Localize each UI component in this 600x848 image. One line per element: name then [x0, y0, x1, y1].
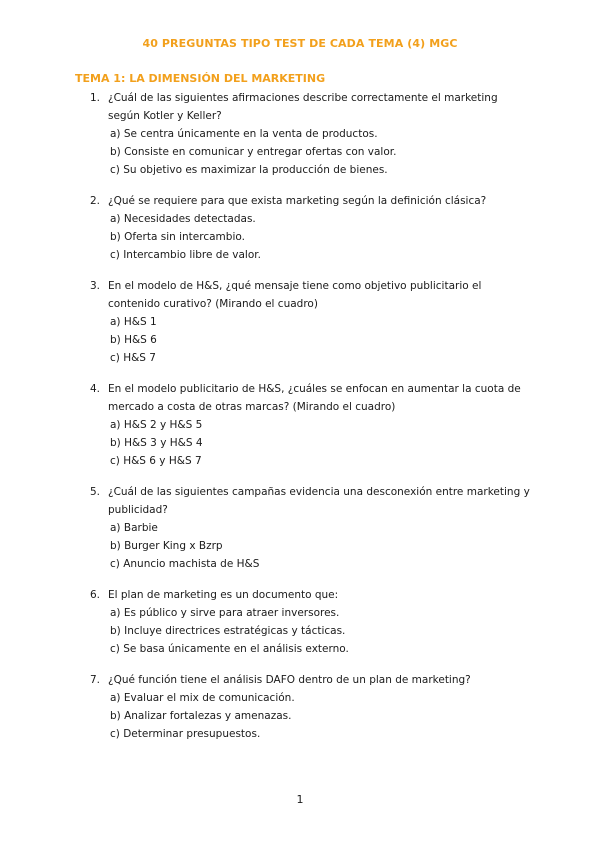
option-b: b) Oferta sin intercambio. [110, 231, 245, 243]
question-text: ¿Qué se requiere para que exista marketing según la definición clásica? [108, 195, 487, 207]
question-text: ¿Cuál de las siguientes afirmaciones describe correctamente el marketing según Kotler y Keller? [108, 92, 498, 122]
question-5 [90, 483, 530, 573]
section-title: TEMA 1: LA DIMENSIÓN DEL MARKETING [75, 72, 326, 85]
option-c: c) Intercambio libre de valor. [110, 249, 261, 261]
document-title: 40 PREGUNTAS TIPO TEST DE CADA TEMA (4) MGC [142, 37, 458, 50]
option-a: a) Es público y sirve para atraer inversores. [110, 607, 340, 619]
question-text: En el modelo de H&S, ¿qué mensaje tiene como objetivo publicitario el contenido curativo? (Mirando el cuadro) [108, 280, 482, 310]
option-b: b) Analizar fortalezas y amenazas. [110, 710, 292, 722]
option-b: b) H&S 6 [110, 334, 157, 346]
option-a: a) Barbie [110, 522, 158, 534]
question-1 [90, 89, 530, 179]
option-c: c) Determinar presupuestos. [110, 728, 261, 740]
option-c: c) Anuncio machista de H&S [110, 558, 260, 570]
question-2 [90, 192, 530, 264]
question-number: 6. [90, 589, 101, 601]
option-b: b) Incluye directrices estratégicas y tácticas. [110, 625, 346, 637]
option-b: b) H&S 3 y H&S 4 [110, 437, 203, 449]
question-3 [90, 277, 530, 367]
option-b: b) Consiste en comunicar y entregar ofertas con valor. [110, 146, 397, 158]
option-a: a) Se centra únicamente en la venta de productos. [110, 128, 378, 140]
option-c: c) H&S 7 [110, 352, 156, 364]
question-number: 5. [90, 486, 101, 498]
option-c: c) Su objetivo es maximizar la producción de bienes. [110, 164, 388, 176]
question-text: ¿Qué función tiene el análisis DAFO dentro de un plan de marketing? [108, 674, 471, 686]
question-number: 4. [90, 383, 101, 395]
question-text: ¿Cuál de las siguientes campañas evidencia una desconexión entre marketing y publicidad? [108, 486, 530, 516]
question-list [90, 89, 530, 756]
option-a: a) H&S 1 [110, 316, 157, 328]
option-a: a) Evaluar el mix de comunicación. [110, 692, 295, 704]
question-text: El plan de marketing es un documento que: [108, 589, 339, 601]
question-number: 2. [90, 195, 101, 207]
question-6 [90, 586, 530, 658]
question-text: En el modelo publicitario de H&S, ¿cuáles se enfocan en aumentar la cuota de mercado a costa de otras marcas? (Mirando el cuadro) [108, 383, 521, 413]
page-number: 1 [296, 793, 304, 806]
question-number: 7. [90, 674, 101, 686]
question-7 [90, 671, 530, 743]
option-a: a) Necesidades detectadas. [110, 213, 256, 225]
question-number: 1. [90, 92, 101, 104]
question-number: 3. [90, 280, 101, 292]
option-c: c) Se basa únicamente en el análisis externo. [110, 643, 349, 655]
option-b: b) Burger King x Bzrp [110, 540, 223, 552]
option-a: a) H&S 2 y H&S 5 [110, 419, 203, 431]
option-c: c) H&S 6 y H&S 7 [110, 455, 202, 467]
question-4 [90, 380, 530, 470]
